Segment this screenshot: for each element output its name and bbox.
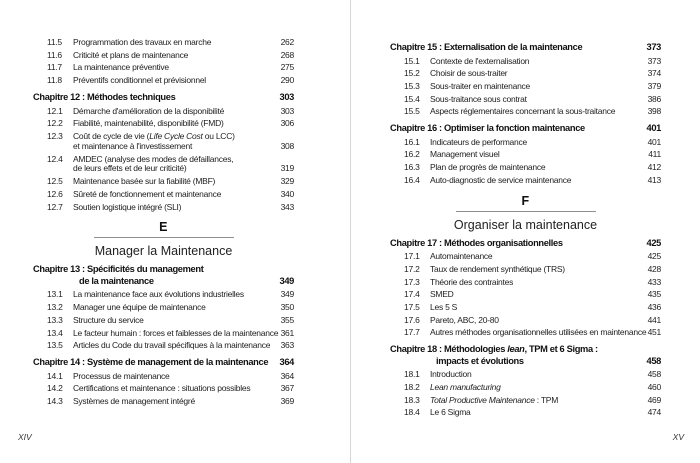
- entry-page-number: 268: [280, 49, 294, 60]
- entry-page-number: 435: [647, 289, 661, 300]
- entry-number: 13.1: [47, 289, 63, 300]
- toc-chapter: [390, 42, 661, 54]
- page-number-left: XIV: [18, 432, 32, 442]
- entry-page-number: 386: [647, 93, 661, 104]
- entry-title-line: Sûreté de fonctionnement et maintenance: [73, 188, 222, 199]
- entry-title-line: Introduction: [430, 369, 472, 380]
- entry-title: [430, 57, 642, 67]
- entry-page-number: 401: [647, 136, 661, 147]
- entry-page-number: 451: [647, 327, 661, 338]
- entry-page-number: 433: [647, 276, 661, 287]
- toc-entry: [33, 38, 294, 48]
- toc-entry: [33, 372, 294, 382]
- entry-number: 17.3: [404, 276, 420, 287]
- chapter-title-line: impacts et évolutions: [436, 355, 524, 366]
- entry-title: [73, 316, 275, 326]
- entry-page-number: 303: [280, 105, 294, 116]
- entry-title-line: Soutien logistique intégré (SLI): [73, 201, 182, 212]
- entry-number: 13.4: [47, 327, 63, 338]
- entry-page-number: 412: [647, 162, 661, 173]
- toc-entry: [33, 384, 294, 394]
- chapter-title-line: Chapitre 16 : Optimiser la fonction maintenance: [390, 123, 585, 134]
- entry-number: 16.1: [404, 136, 420, 147]
- entry-number: 17.6: [404, 314, 420, 325]
- chapter-page-number: 373: [646, 42, 661, 52]
- entry-page-number: 361: [280, 327, 294, 338]
- entry-title-line: [430, 396, 642, 406]
- entry-number: 16.4: [404, 174, 420, 185]
- chapter-page-number: 425: [646, 237, 661, 248]
- toc-entry: [390, 163, 661, 173]
- toc-entry: [33, 63, 294, 73]
- entry-title-line: et maintenance à l'investissement: [73, 140, 193, 151]
- entry-page-number: 367: [280, 383, 294, 394]
- entry-title-line: Choisir de sous-traiter: [430, 68, 508, 79]
- entry-page-number: 262: [280, 37, 294, 47]
- entry-number: 17.1: [404, 251, 420, 262]
- entry-page-number: 364: [280, 370, 294, 381]
- entry-title-line: AMDEC (analyse des modes de défaillances,: [73, 153, 234, 164]
- entry-page-number: 350: [280, 302, 294, 313]
- entry-page-number: 319: [280, 163, 294, 174]
- entry-title-line: Le facteur humain : forces et faiblesses de la maintenance: [73, 327, 279, 338]
- entry-title-line: Manager une équipe de maintenance: [73, 302, 206, 313]
- entry-page-number: 441: [647, 314, 661, 325]
- text: Coût de cycle de vie (: [73, 130, 150, 141]
- entry-number: 12.5: [47, 176, 63, 187]
- entry-title: [73, 155, 275, 175]
- entry-number: 15.2: [404, 68, 420, 79]
- entry-title-line: Structure du service: [73, 314, 144, 325]
- chapter-title-line: Chapitre 12 : Méthodes techniques: [33, 92, 176, 103]
- entry-title: [73, 119, 275, 129]
- entry-page-number: 425: [647, 251, 661, 262]
- entry-title: [430, 327, 647, 338]
- page-divider: [350, 0, 351, 463]
- italic-text: Life Cycle Cost: [149, 130, 203, 141]
- toc-entry: [33, 132, 294, 152]
- entry-title-line: Processus de maintenance: [73, 370, 170, 381]
- entry-number: 15.5: [404, 106, 420, 117]
- page-left-content: [33, 38, 294, 410]
- chapter-title: [33, 92, 274, 104]
- chapter-title: [33, 357, 274, 369]
- entry-number: 11.6: [47, 49, 62, 60]
- chapter-title: [33, 264, 274, 287]
- section-rule: [456, 211, 596, 212]
- entry-page-number: 373: [647, 55, 661, 66]
- entry-title-line: Taux de rendement synthétique (TRS): [430, 263, 565, 274]
- entry-page-number: 469: [647, 394, 661, 405]
- entry-number: 12.7: [47, 201, 63, 212]
- entry-page-number: 436: [647, 302, 661, 313]
- entry-page-number: 308: [280, 140, 294, 151]
- toc-chapter: [33, 92, 294, 104]
- entry-title: [430, 176, 642, 186]
- entry-title-line: Systèmes de management intégré: [73, 396, 195, 407]
- chapter-page-number: 401: [646, 123, 661, 134]
- entry-page-number: 329: [280, 176, 294, 187]
- entry-title-line: Criticité et plans de maintenance: [73, 49, 189, 60]
- toc-entry: [390, 252, 661, 262]
- entry-title: [430, 303, 642, 313]
- toc-entry: [33, 190, 294, 200]
- entry-title-line: Pareto, ABC, 20-80: [430, 314, 499, 325]
- chapter-title: [390, 344, 641, 367]
- toc-chapter: [390, 123, 661, 135]
- entry-title: [430, 252, 642, 262]
- entry-number: 17.2: [404, 263, 420, 274]
- entry-title: [430, 163, 642, 173]
- entry-number: 17.5: [404, 302, 420, 313]
- chapter-page-number: 364: [279, 357, 294, 368]
- section-title: Organiser la maintenance: [453, 217, 598, 232]
- toc-entry: [390, 290, 661, 300]
- entry-page-number: 374: [647, 68, 661, 79]
- section-divider: [390, 194, 661, 232]
- entry-title: [73, 38, 275, 48]
- section-rule: [94, 237, 234, 238]
- toc-entry: [33, 397, 294, 407]
- entry-title-line: Maintenance basée sur la fiabilité (MBF): [73, 176, 216, 187]
- toc-entry: [390, 396, 661, 406]
- toc-entry: [390, 57, 661, 67]
- entry-page-number: 458: [647, 369, 661, 380]
- entry-title-line: Contexte de l'externalisation: [430, 55, 530, 66]
- entry-title: [73, 63, 275, 73]
- entry-title: [73, 327, 279, 339]
- toc-entry: [33, 341, 294, 351]
- entry-title: [430, 290, 642, 300]
- entry-title: [73, 384, 275, 394]
- entry-number: 12.2: [47, 118, 63, 129]
- chapter-page-number: 458: [646, 355, 661, 366]
- toc-entry: [390, 383, 661, 393]
- entry-page-number: 340: [280, 188, 294, 199]
- entry-title: [430, 107, 642, 117]
- entry-title-line: [430, 383, 642, 393]
- entry-title: [430, 138, 642, 148]
- section-letter: F: [521, 193, 530, 208]
- chapter-title: [390, 42, 641, 54]
- chapter-title-line: Chapitre 14 : Système de management de la maintenance: [33, 357, 269, 368]
- entry-title: [73, 76, 275, 86]
- entry-title-line: Les 5 S: [430, 302, 458, 313]
- entry-title-line: Démarche d'amélioration de la disponibilité: [73, 105, 225, 116]
- toc-entry: [33, 316, 294, 326]
- toc-entry: [390, 82, 661, 92]
- entry-title: [73, 203, 275, 213]
- italic-text: Lean manufacturing: [430, 382, 501, 393]
- entry-page-number: 460: [647, 382, 661, 393]
- entry-title-line: Aspects réglementaires concernant la sous-traitance: [430, 106, 616, 117]
- entry-number: 15.1: [404, 55, 420, 66]
- entry-title-line: Sous-traiter en maintenance: [430, 80, 531, 91]
- entry-number: 16.2: [404, 149, 420, 160]
- entry-number: 13.3: [47, 314, 63, 325]
- entry-title: [73, 51, 275, 61]
- entry-page-number: 411: [648, 149, 661, 160]
- toc-entry: [390, 107, 661, 117]
- entry-title: [430, 316, 642, 326]
- entry-title-line: Sous-traitance sous contrat: [430, 93, 527, 104]
- entry-title: [73, 290, 275, 300]
- toc-entry: [390, 328, 661, 338]
- entry-title-line: Articles du Code du travail spécifiques à la maintenance: [73, 340, 271, 351]
- toc-entry: [33, 107, 294, 117]
- entry-title: [430, 82, 642, 92]
- entry-number: 12.1: [47, 105, 63, 116]
- entry-title-line: Le 6 Sigma: [430, 407, 471, 418]
- entry-title: [430, 265, 642, 275]
- entry-number: 12.4: [47, 153, 63, 164]
- text: Chapitre 18 : Méthodologies: [390, 344, 508, 355]
- toc-entry: [390, 408, 661, 418]
- page-number-right: XV: [672, 432, 684, 442]
- toc-entry: [390, 95, 661, 105]
- entry-title: [430, 69, 642, 79]
- entry-number: 14.2: [47, 383, 63, 394]
- entry-title: [73, 341, 275, 351]
- toc-entry: [390, 316, 661, 326]
- entry-number: 15.3: [404, 80, 420, 91]
- section-letter: E: [159, 220, 168, 235]
- toc-entry: [33, 329, 294, 339]
- entry-title: [73, 397, 275, 407]
- entry-title: [430, 396, 642, 406]
- entry-number: 17.7: [404, 327, 420, 338]
- entry-title-line: Management visuel: [430, 149, 500, 160]
- entry-title-line: La maintenance préventive: [73, 62, 169, 73]
- entry-title-line: Programmation des travaux en marche: [73, 37, 212, 47]
- entry-title-line: Préventifs conditionnel et prévisionnel: [73, 75, 206, 86]
- text: ou LCC): [202, 130, 235, 141]
- entry-title-line: La maintenance face aux évolutions industrielles: [73, 289, 244, 300]
- entry-title-line: Plan de progrès de maintenance: [430, 162, 546, 173]
- entry-title-line: Certifications et maintenance : situations possibles: [73, 383, 251, 394]
- entry-number: 15.4: [404, 93, 420, 104]
- italic-text: lean: [507, 344, 525, 355]
- toc-entry: [33, 76, 294, 86]
- toc-entry: [390, 69, 661, 79]
- chapter-page-number: 349: [279, 275, 294, 286]
- entry-title-line: Auto-diagnostic de service maintenance: [430, 174, 572, 185]
- toc-entry: [390, 150, 661, 160]
- entry-title-line: Automaintenance: [430, 251, 493, 262]
- entry-number: 18.1: [404, 369, 420, 380]
- toc-entry: [33, 303, 294, 313]
- toc-entry: [33, 203, 294, 213]
- entry-title: [73, 107, 275, 117]
- text: : TPM: [534, 394, 559, 405]
- toc-entry: [390, 176, 661, 186]
- entry-number: 12.6: [47, 188, 63, 199]
- toc-entry: [33, 119, 294, 129]
- entry-title: [430, 383, 642, 393]
- entry-title: [430, 370, 642, 380]
- toc-chapter: [33, 264, 294, 287]
- entry-title-line: SMED: [430, 289, 454, 300]
- entry-page-number: 369: [280, 396, 294, 407]
- entry-page-number: 413: [647, 174, 661, 185]
- entry-page-number: 379: [647, 80, 661, 91]
- entry-title: [73, 303, 275, 313]
- entry-title-line: Indicateurs de performance: [430, 136, 527, 147]
- entry-number: 14.3: [47, 396, 63, 407]
- section-title: Manager la Maintenance: [94, 244, 233, 259]
- entry-page-number: 398: [647, 106, 661, 117]
- entry-title-line: Autres méthodes organisationnelles utilisées en maintenance: [430, 327, 647, 338]
- entry-title-line: de leurs effets et de leur criticité): [73, 163, 187, 174]
- entry-page-number: 290: [280, 75, 294, 86]
- section-divider: [33, 220, 294, 258]
- toc-entry: [33, 290, 294, 300]
- entry-page-number: 306: [280, 118, 294, 129]
- toc-entry: [33, 155, 294, 175]
- chapter-title-line: de la maintenance: [79, 275, 154, 286]
- entry-number: 11.5: [47, 37, 62, 47]
- entry-number: 18.3: [404, 394, 420, 405]
- toc-entry: [390, 278, 661, 288]
- toc-entry: [390, 138, 661, 148]
- entry-page-number: 355: [280, 314, 294, 325]
- toc-chapter: [33, 357, 294, 369]
- entry-title: [430, 95, 642, 105]
- chapter-title: [390, 238, 641, 250]
- entry-title: [430, 408, 642, 418]
- entry-number: 11.7: [47, 62, 62, 73]
- toc-entry: [33, 51, 294, 61]
- entry-number: 12.3: [47, 130, 63, 141]
- entry-title: [430, 150, 642, 160]
- entry-number: 17.4: [404, 289, 420, 300]
- entry-page-number: 349: [280, 289, 294, 300]
- entry-page-number: 474: [647, 407, 661, 418]
- entry-page-number: 428: [647, 263, 661, 274]
- chapter-title: [390, 123, 641, 135]
- italic-text: Total Productive Maintenance: [430, 394, 535, 405]
- entry-number: 16.3: [404, 162, 420, 173]
- entry-number: 18.2: [404, 382, 420, 393]
- toc-entry: [390, 370, 661, 380]
- entry-title-line: Fiabilité, maintenabilité, disponibilité (FMD): [73, 118, 224, 129]
- entry-number: 11.8: [47, 75, 62, 86]
- entry-title: [73, 372, 275, 382]
- chapter-title-line: Chapitre 13 : Spécificités du management: [33, 264, 204, 275]
- entry-title: [73, 132, 275, 152]
- text: , TPM et 6 Sigma :: [524, 344, 598, 355]
- entry-title: [73, 190, 275, 200]
- toc-entry: [390, 265, 661, 275]
- chapter-title-line: [390, 344, 641, 356]
- toc-entry: [33, 177, 294, 187]
- toc-entry: [390, 303, 661, 313]
- entry-number: 14.1: [47, 370, 63, 381]
- page-right-content: [390, 36, 661, 421]
- entry-title: [73, 177, 275, 187]
- entry-page-number: 343: [280, 201, 294, 212]
- chapter-page-number: 303: [279, 92, 294, 103]
- entry-number: 13.5: [47, 340, 63, 351]
- entry-title-line: Théorie des contraintes: [430, 276, 514, 287]
- toc-chapter: [390, 344, 661, 367]
- entry-title: [430, 278, 642, 288]
- entry-number: 18.4: [404, 407, 420, 418]
- chapter-title-line: Chapitre 15 : Externalisation de la maintenance: [390, 42, 583, 52]
- chapter-title-line: Chapitre 17 : Méthodes organisationnelles: [390, 237, 563, 248]
- toc-chapter: [390, 238, 661, 250]
- entry-page-number: 363: [280, 340, 294, 351]
- entry-number: 13.2: [47, 302, 63, 313]
- entry-page-number: 275: [280, 62, 294, 73]
